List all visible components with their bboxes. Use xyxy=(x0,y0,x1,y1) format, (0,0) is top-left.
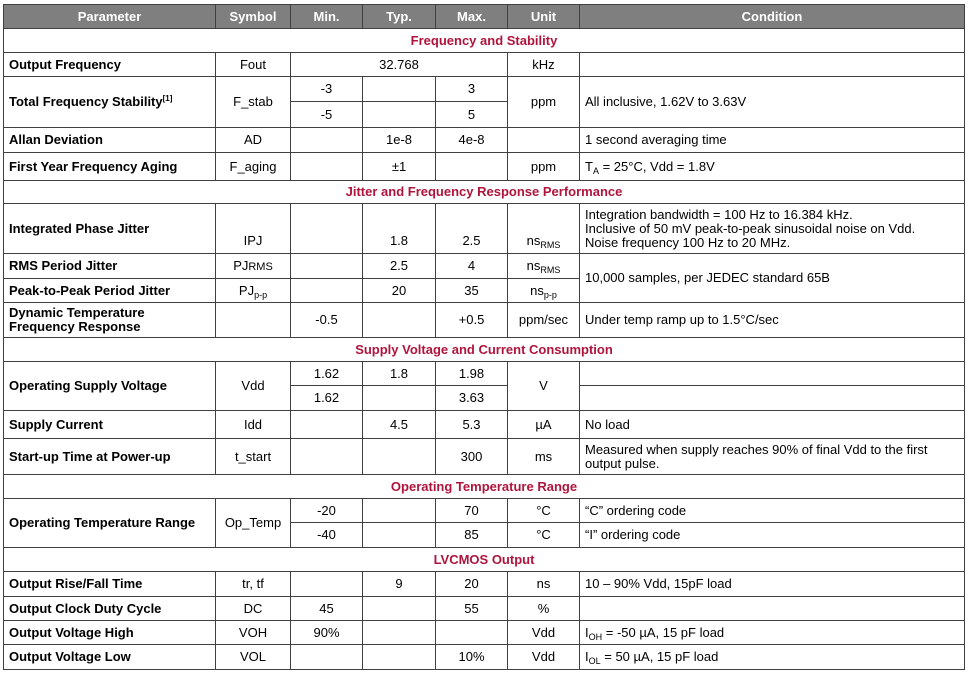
min-cell xyxy=(291,439,363,475)
unit-cell: ns xyxy=(508,572,580,597)
col-unit: Unit xyxy=(508,5,580,29)
symbol-subscript: p-p xyxy=(254,289,268,300)
symbol-cell: Idd xyxy=(216,411,291,439)
section-row xyxy=(4,548,965,572)
unit-subscript: RMS xyxy=(540,265,561,275)
cond-text: = -50 µA, 15 pF load xyxy=(602,624,725,640)
cond-text: I xyxy=(585,624,589,640)
unit-cell: Vdd xyxy=(508,645,580,670)
min-cell: 1.62 xyxy=(291,386,363,411)
typ-cell xyxy=(363,439,436,475)
unit-cell: kHz xyxy=(508,53,580,77)
min-cell: -40 xyxy=(291,523,363,548)
cond-subscript: OL xyxy=(588,656,601,666)
table-row xyxy=(4,439,965,475)
table-row xyxy=(4,572,965,597)
typ-cell: 1.8 xyxy=(363,362,436,386)
min-cell xyxy=(291,204,363,254)
typ-cell: ±1 xyxy=(363,153,436,181)
condition-cell xyxy=(580,621,965,645)
condition-cell: “C” ordering code xyxy=(580,499,965,523)
min-cell: -20 xyxy=(291,499,363,523)
symbol-cell: Op_Temp xyxy=(216,499,291,548)
table-row xyxy=(4,645,965,670)
table-row xyxy=(4,303,965,338)
symbol-cell: t_start xyxy=(216,439,291,475)
unit-text: ns xyxy=(526,233,541,248)
symbol-cell xyxy=(216,303,291,338)
max-cell: 2.5 xyxy=(436,204,508,254)
table-row xyxy=(4,128,965,153)
max-cell xyxy=(436,621,508,645)
section-frequency-stability: Frequency and Stability xyxy=(4,29,965,53)
param-cell xyxy=(4,303,216,338)
symbol-cell xyxy=(216,254,291,279)
unit-text: ns xyxy=(530,282,544,298)
param-cell: Operating Supply Voltage xyxy=(4,362,216,411)
param-cell: RMS Period Jitter xyxy=(4,254,216,279)
table-row xyxy=(4,204,965,254)
cond-text: I xyxy=(585,649,589,664)
table-row xyxy=(4,411,965,439)
max-cell: 3.63 xyxy=(436,386,508,411)
symbol-cell: VOH xyxy=(216,621,291,645)
header-row xyxy=(4,5,965,29)
unit-cell: Vdd xyxy=(508,621,580,645)
symbol-text: PJ xyxy=(238,282,255,298)
symbol-cell: Vdd xyxy=(216,362,291,411)
unit-cell: ppm xyxy=(508,153,580,181)
max-cell: 5.3 xyxy=(436,411,508,439)
condition-cell: All inclusive, 1.62V to 3.63V xyxy=(580,77,965,128)
condition-cell: 10 – 90% Vdd, 15pF load xyxy=(580,572,965,597)
param-cell: Peak-to-Peak Period Jitter xyxy=(4,279,216,303)
unit-cell: % xyxy=(508,597,580,621)
col-parameter: Parameter xyxy=(4,5,216,29)
condition-cell: Measured when supply reaches 90% of final Vdd to the first output pulse. xyxy=(580,439,965,475)
param-cell: Allan Deviation xyxy=(4,128,216,153)
condition-cell: “I” ordering code xyxy=(580,523,965,548)
param-cell: Output Voltage High xyxy=(4,621,216,645)
section-row xyxy=(4,29,965,53)
col-typ: Typ. xyxy=(363,5,436,29)
typ-cell: 1e-8 xyxy=(363,128,436,153)
typ-cell: 1.8 xyxy=(363,204,436,254)
cond-line: Noise frequency 100 Hz to 20 MHz. xyxy=(585,234,791,250)
max-cell: 35 xyxy=(436,279,508,303)
param-cell: Output Voltage Low xyxy=(4,645,216,670)
min-cell: -0.5 xyxy=(291,303,363,338)
max-cell: 5 xyxy=(436,102,508,128)
condition-cell: No load xyxy=(580,411,965,439)
param-cell: Operating Temperature Range xyxy=(4,499,216,548)
max-cell: 300 xyxy=(436,439,508,475)
max-cell: 85 xyxy=(436,523,508,548)
symbol-cell: AD xyxy=(216,128,291,153)
symbol-cell: DC xyxy=(216,597,291,621)
symbol-cell: VOL xyxy=(216,645,291,670)
min-cell xyxy=(291,128,363,153)
condition-cell: 10,000 samples, per JEDEC standard 65B xyxy=(580,254,965,303)
unit-cell: °C xyxy=(508,523,580,548)
symbol-cell xyxy=(216,279,291,303)
table-row xyxy=(4,254,965,279)
cond-subscript: OH xyxy=(588,631,603,642)
symbol-cell: F_stab xyxy=(216,77,291,128)
typ-cell: 20 xyxy=(363,279,436,303)
unit-cell: V xyxy=(508,362,580,411)
max-cell: 20 xyxy=(436,572,508,597)
symbol-cell: tr, tf xyxy=(216,572,291,597)
table-row xyxy=(4,499,965,523)
condition-cell xyxy=(580,204,965,254)
col-min: Min. xyxy=(291,5,363,29)
table-row xyxy=(4,153,965,181)
condition-cell xyxy=(580,362,965,386)
param-cell: Output Rise/Fall Time xyxy=(4,572,216,597)
min-cell: 1.62 xyxy=(291,362,363,386)
unit-cell xyxy=(508,279,580,303)
section-temperature: Operating Temperature Range xyxy=(4,475,965,499)
max-cell: 3 xyxy=(436,77,508,102)
table-row xyxy=(4,53,965,77)
min-cell xyxy=(291,279,363,303)
typ-cell xyxy=(363,523,436,548)
param-cell: Output Clock Duty Cycle xyxy=(4,597,216,621)
symbol-cell: IPJ xyxy=(216,204,291,254)
min-cell xyxy=(291,411,363,439)
symbol-cell: F_aging xyxy=(216,153,291,181)
table-row xyxy=(4,621,965,645)
unit-subscript: RMS xyxy=(540,240,561,250)
unit-cell: ppm/sec xyxy=(508,303,580,338)
cond-text: = 50 µA, 15 pF load xyxy=(600,649,719,664)
min-cell xyxy=(291,572,363,597)
condition-cell xyxy=(580,53,965,77)
min-cell xyxy=(291,153,363,181)
min-cell: 45 xyxy=(291,597,363,621)
typ-cell: 4.5 xyxy=(363,411,436,439)
param-cell: First Year Frequency Aging xyxy=(4,153,216,181)
typ-cell xyxy=(363,597,436,621)
cond-text: T xyxy=(585,158,593,174)
max-cell: 4 xyxy=(436,254,508,279)
section-row xyxy=(4,338,965,362)
symbol-text: PJ xyxy=(233,257,249,273)
typ-cell xyxy=(363,303,436,338)
max-cell: +0.5 xyxy=(436,303,508,338)
typ-cell xyxy=(363,77,436,102)
param-cell xyxy=(4,77,216,128)
col-condition: Condition xyxy=(580,5,965,29)
param-line: Frequency Response xyxy=(9,319,141,334)
max-cell: 70 xyxy=(436,499,508,523)
unit-cell xyxy=(508,128,580,153)
condition-cell xyxy=(580,645,965,670)
cond-line: Inclusive of 50 mV peak-to-peak sinusoidal noise on Vdd. xyxy=(585,220,916,236)
param-cell: Output Frequency xyxy=(4,53,216,77)
min-cell: -5 xyxy=(291,102,363,128)
max-cell: 55 xyxy=(436,597,508,621)
max-cell: 1.98 xyxy=(436,362,508,386)
section-row xyxy=(4,475,965,499)
typ-cell xyxy=(363,102,436,128)
unit-text: ns xyxy=(526,258,541,273)
typ-cell: 9 xyxy=(363,572,436,597)
cond-text: = 25°C, Vdd = 1.8V xyxy=(598,158,715,174)
param-cell: Integrated Phase Jitter xyxy=(4,204,216,254)
param-cell: Supply Current xyxy=(4,411,216,439)
typ-cell: 2.5 xyxy=(363,254,436,279)
typ-cell xyxy=(363,621,436,645)
condition-cell: 1 second averaging time xyxy=(580,128,965,153)
unit-cell: °C xyxy=(508,499,580,523)
param-line: Dynamic Temperature xyxy=(9,305,145,320)
param-cell: Start-up Time at Power-up xyxy=(4,439,216,475)
typ-cell xyxy=(363,645,436,670)
unit-cell xyxy=(508,254,580,279)
min-cell xyxy=(291,254,363,279)
symbol-suffix: RMS xyxy=(248,260,273,273)
min-cell xyxy=(291,645,363,670)
unit-cell: ppm xyxy=(508,77,580,128)
condition-cell: Under temp ramp up to 1.5°C/sec xyxy=(580,303,965,338)
unit-cell xyxy=(508,204,580,254)
footnote-ref: [1] xyxy=(162,94,173,103)
col-symbol: Symbol xyxy=(216,5,291,29)
min-cell: 90% xyxy=(291,621,363,645)
table-row xyxy=(4,77,965,102)
section-supply: Supply Voltage and Current Consumption xyxy=(4,338,965,362)
section-jitter: Jitter and Frequency Response Performance xyxy=(4,181,965,204)
col-max: Max. xyxy=(436,5,508,29)
condition-cell xyxy=(580,153,965,181)
section-row xyxy=(4,181,965,204)
symbol-cell: Fout xyxy=(216,53,291,77)
spec-table xyxy=(3,4,965,670)
cond-subscript: A xyxy=(592,165,599,176)
unit-cell: ms xyxy=(508,439,580,475)
unit-cell: µA xyxy=(508,411,580,439)
typ-cell: 32.768 xyxy=(291,53,508,77)
cond-line: Integration bandwidth = 100 Hz to 16.384 kHz. xyxy=(585,206,853,222)
table-row xyxy=(4,597,965,621)
typ-cell xyxy=(363,386,436,411)
table-row xyxy=(4,362,965,386)
max-cell: 4e-8 xyxy=(436,128,508,153)
min-cell: -3 xyxy=(291,77,363,102)
max-cell xyxy=(436,153,508,181)
condition-cell xyxy=(580,597,965,621)
max-cell: 10% xyxy=(436,645,508,670)
param-text: Total Frequency Stability xyxy=(9,94,163,109)
unit-subscript: p-p xyxy=(543,289,557,300)
typ-cell xyxy=(363,499,436,523)
section-lvcmos: LVCMOS Output xyxy=(4,548,965,572)
condition-cell xyxy=(580,386,965,411)
